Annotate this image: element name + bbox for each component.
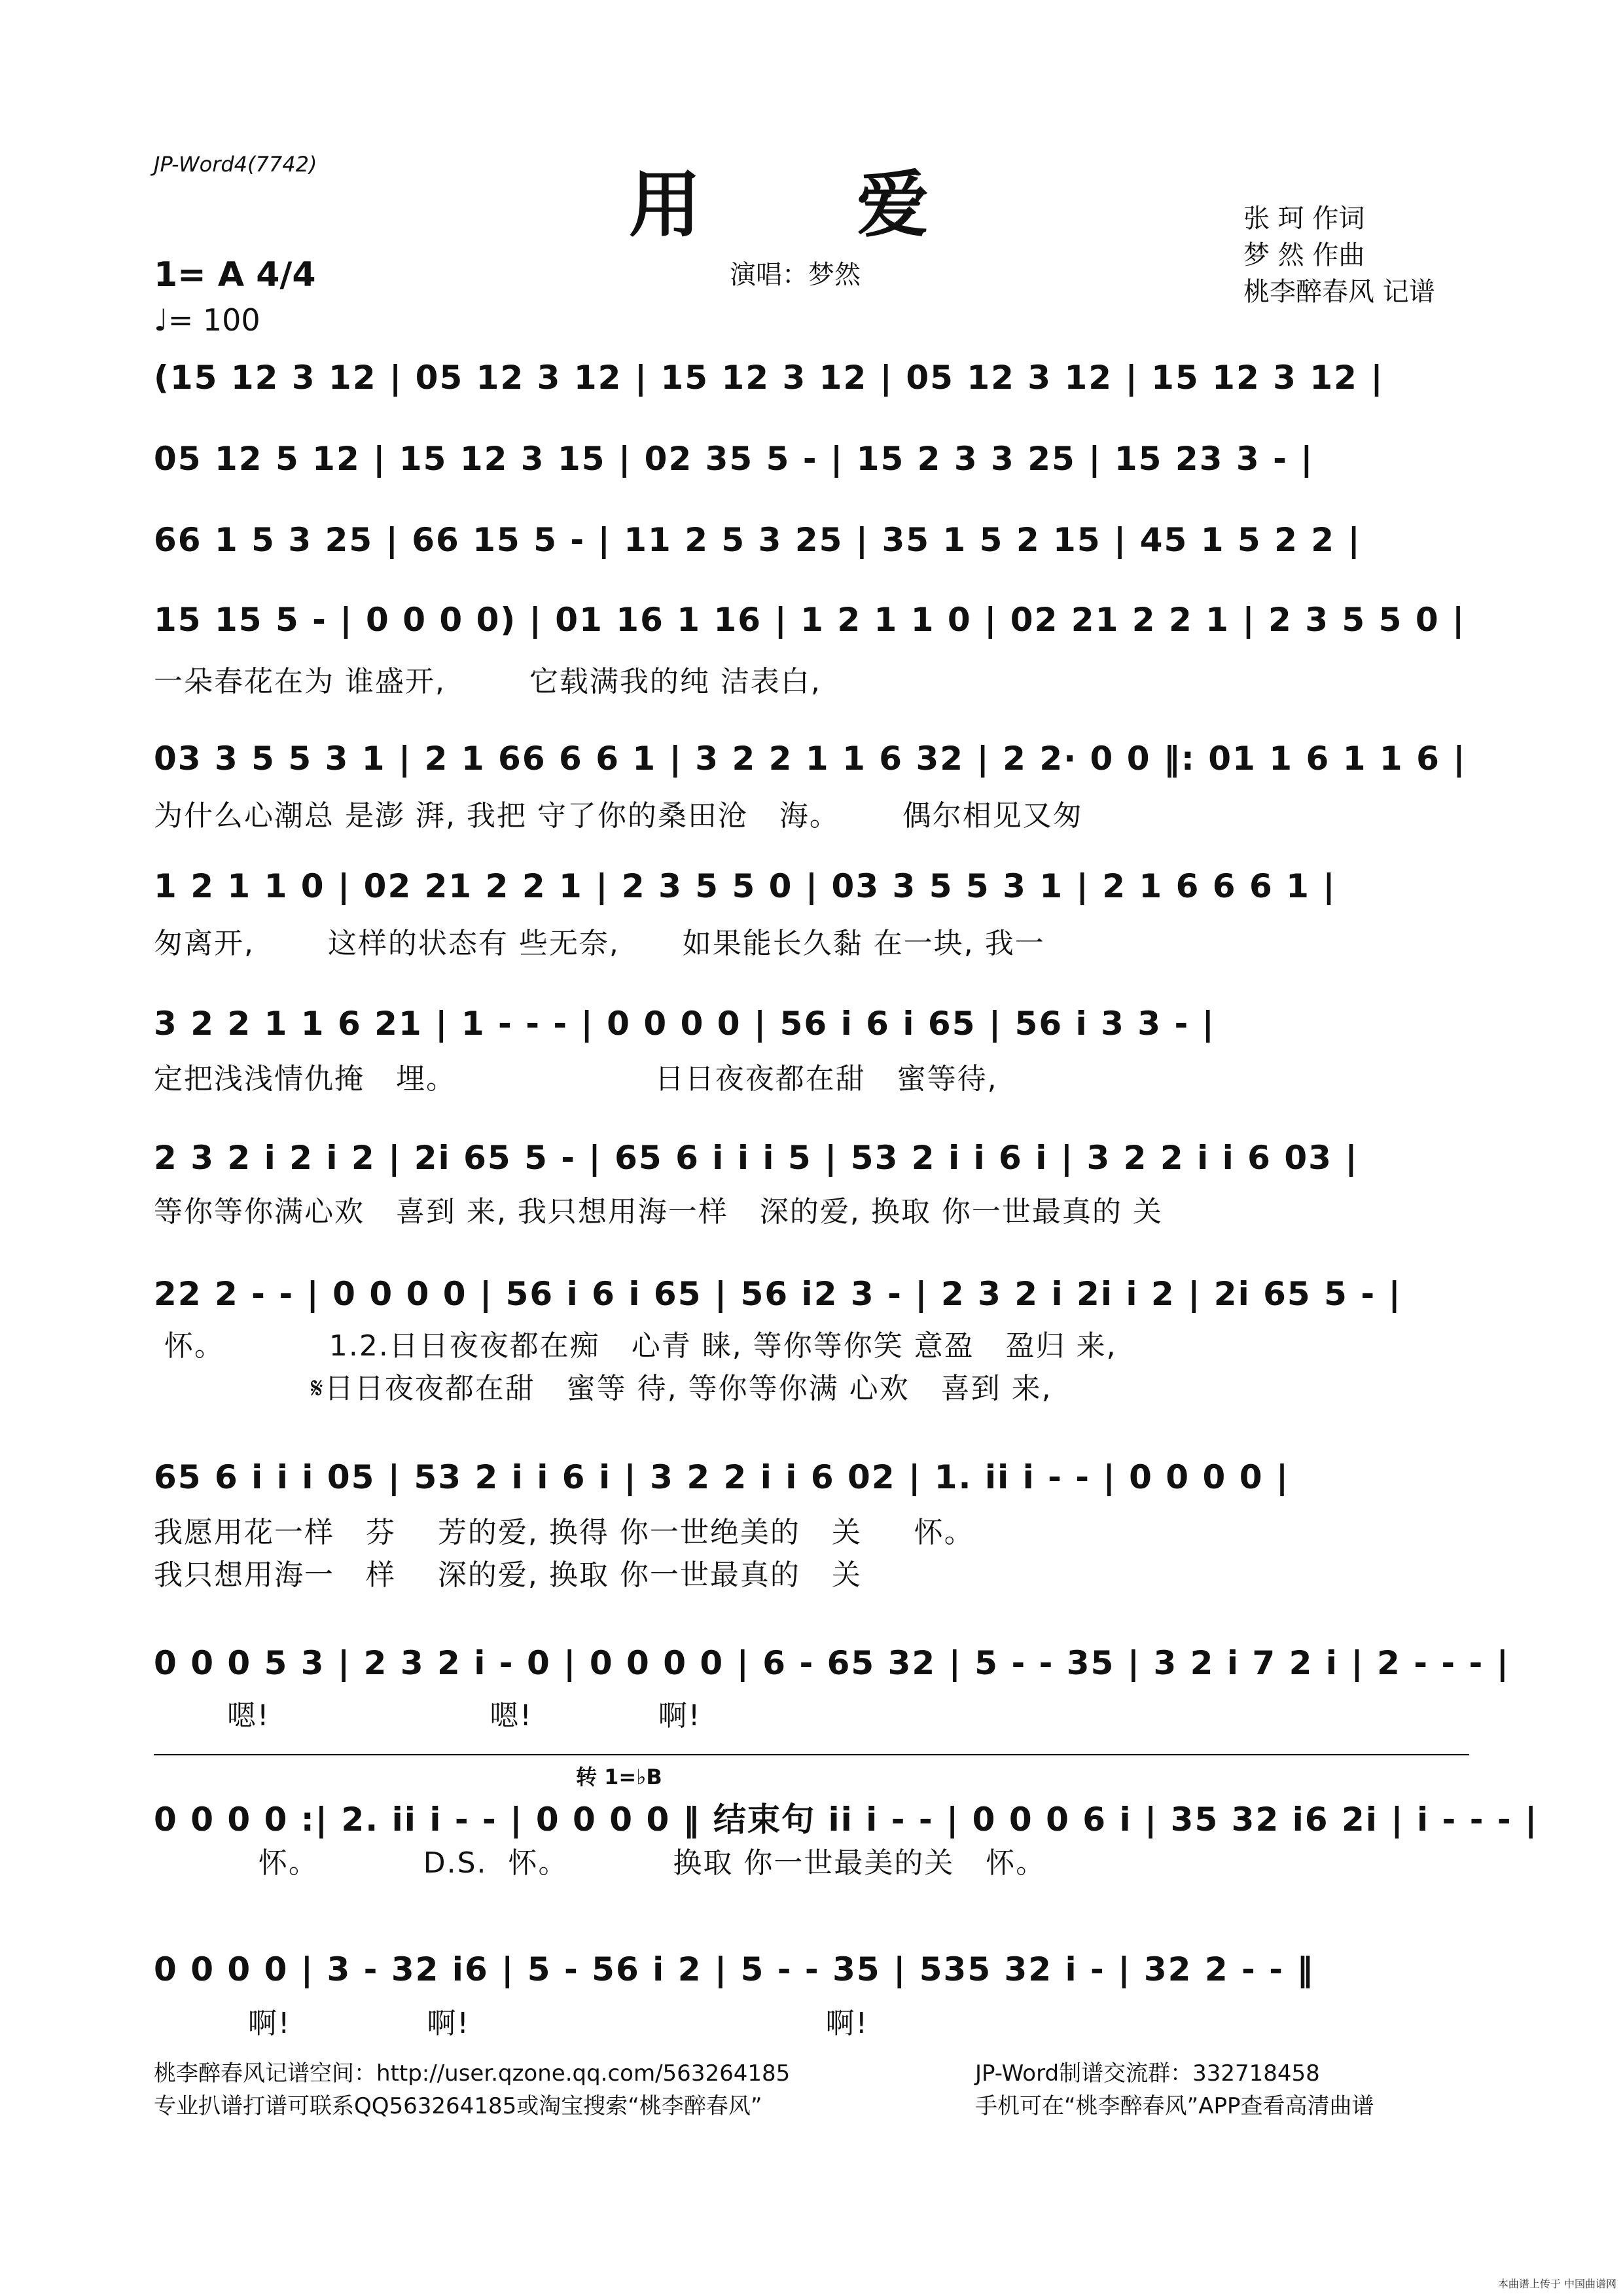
- section-rule: [154, 1754, 1469, 1755]
- lyric-row-8: 等你等你满心欢 喜到 来, 我只想用海一样 深的爱, 换取 你一世最真的 关: [154, 1195, 1163, 1229]
- lyric-row-4: 一朵春花在为 谁盛开, 它载满我的纯 洁表白,: [154, 665, 821, 698]
- footer-qq-group: JP-Word制谱交流群：332718458: [975, 2060, 1320, 2087]
- score-row-9: 22 2 - - | 0 0 0 0 | 56 i 6 i 65 | 56 i2 3 - | 2 3 2 i 2i i 2 | 2i 65 5 - |: [154, 1275, 1402, 1313]
- score-row-4: 15 15 5 - | 0 0 0 0) | 01 16 1 16 | 1 2 1 1 0 | 02 21 2 2 1 | 2 3 5 5 0 |: [154, 601, 1466, 639]
- lyric-row-9a: 怀。 1.2.日日夜夜都在痴 心青 睐, 等你等你笑 意盈 盈归 来,: [154, 1329, 1117, 1363]
- key-signature: 1= A 4/4: [154, 255, 316, 295]
- score-row-8: 2 3 2 i 2 i 2 | 2i 65 5 - | 65 6 i i i 5 | 53 2 i i 6 i | 3 2 2 i i 6 03 |: [154, 1139, 1359, 1177]
- score-row-11: 0 0 0 5 3 | 2 3 2 i - 0 | 0 0 0 0 | 6 - 65 32 | 5 - - 35 | 3 2 i 7 2 i | 2 - - - |: [154, 1644, 1510, 1682]
- composer-credit: 梦 然 作曲: [1243, 240, 1365, 270]
- lyric-row-9b: 𝄋日日夜夜都在甜 蜜等 待, 等你等你满 心欢 喜到 来,: [154, 1372, 1052, 1405]
- lyric-row-6: 匆离开, 这样的状态有 些无奈, 如果能长久黏 在一块, 我一: [154, 927, 1045, 960]
- lyricist-credit: 张 珂 作词: [1243, 204, 1365, 234]
- modulation-marking: 转 1=♭B: [576, 1765, 662, 1789]
- score-row-10: 65 6 i i i 05 | 53 2 i i 6 i | 3 2 2 i i 6 02 | 1. ii i - - | 0 0 0 0 |: [154, 1458, 1290, 1496]
- footer-app-note: 手机可在“桃李醉春风”APP查看高清曲谱: [975, 2093, 1374, 2119]
- score-row-3: 66 1 5 3 25 | 66 15 5 - | 11 2 5 3 25 | 35 1 5 2 15 | 45 1 5 2 2 |: [154, 521, 1361, 559]
- corner-watermark: 本曲谱上传于 中国曲谱网: [1497, 2278, 1616, 2290]
- score-row-2: 05 12 5 12 | 15 12 3 15 | 02 35 5 - | 15 2 3 3 25 | 15 23 3 - |: [154, 440, 1314, 478]
- tempo-marking: ♩= 100: [154, 302, 260, 338]
- lyric-row-5: 为什么心潮总 是澎 湃, 我把 守了你的桑田沧 海。 偶尔相见又匆: [154, 799, 1083, 833]
- software-label: JP-Word4(7742): [154, 152, 317, 177]
- footer-contact: 专业扒谱打谱可联系QQ563264185或淘宝搜索“桃李醉春风”: [154, 2093, 762, 2119]
- singer-credit: 演唱：梦然: [730, 260, 861, 290]
- score-row-1: (15 12 3 12 | 05 12 3 12 | 15 12 3 12 | 05 12 3 12 | 15 12 3 12 |: [154, 359, 1384, 397]
- song-title: 用 爱: [628, 162, 995, 247]
- score-row-7: 3 2 2 1 1 6 21 | 1 - - - | 0 0 0 0 | 56 i 6 i 65 | 56 i 3 3 - |: [154, 1005, 1215, 1043]
- score-row-6: 1 2 1 1 0 | 02 21 2 2 1 | 2 3 5 5 0 | 03 3 5 5 3 1 | 2 1 6 6 6 1 |: [154, 867, 1336, 905]
- lyric-row-10a: 我愿用花一样 芬 芳的爱, 换得 你一世绝美的 关 怀。: [154, 1516, 974, 1549]
- footer-link-space: 桃李醉春风记谱空间：http://user.qzone.qq.com/563264185: [154, 2060, 791, 2087]
- lyric-row-11: 嗯! 嗯! 啊!: [154, 1699, 702, 1732]
- score-row-5: 03 3 5 5 3 1 | 2 1 66 6 6 1 | 3 2 2 1 1 6 32 | 2 2· 0 0 ‖: 01 1 6 1 1 6 |: [154, 740, 1467, 778]
- lyric-row-13: 啊! 啊! 啊!: [154, 2007, 869, 2040]
- lyric-row-10b: 我只想用海一 样 深的爱, 换取 你一世最真的 关: [154, 1558, 862, 1592]
- transcriber-credit: 桃李醉春风 记谱: [1243, 277, 1435, 307]
- score-row-12: 0 0 0 0 :| 2. ii i - - | 0 0 0 0 ‖ 结束句 ii i - - | 0 0 0 6 i | 35 32 i6 2i | i - - - |: [154, 1801, 1539, 1839]
- lyric-row-7: 定把浅浅情仇掩 埋。 日日夜夜都在甜 蜜等待,: [154, 1062, 998, 1096]
- score-row-13: 0 0 0 0 | 3 - 32 i6 | 5 - 56 i 2 | 5 - - 35 | 535 32 i - | 32 2 - - ‖: [154, 1950, 1315, 1988]
- lyric-row-12: 怀。 D.S. 怀。 换取 你一世最美的关 怀。: [154, 1846, 1046, 1880]
